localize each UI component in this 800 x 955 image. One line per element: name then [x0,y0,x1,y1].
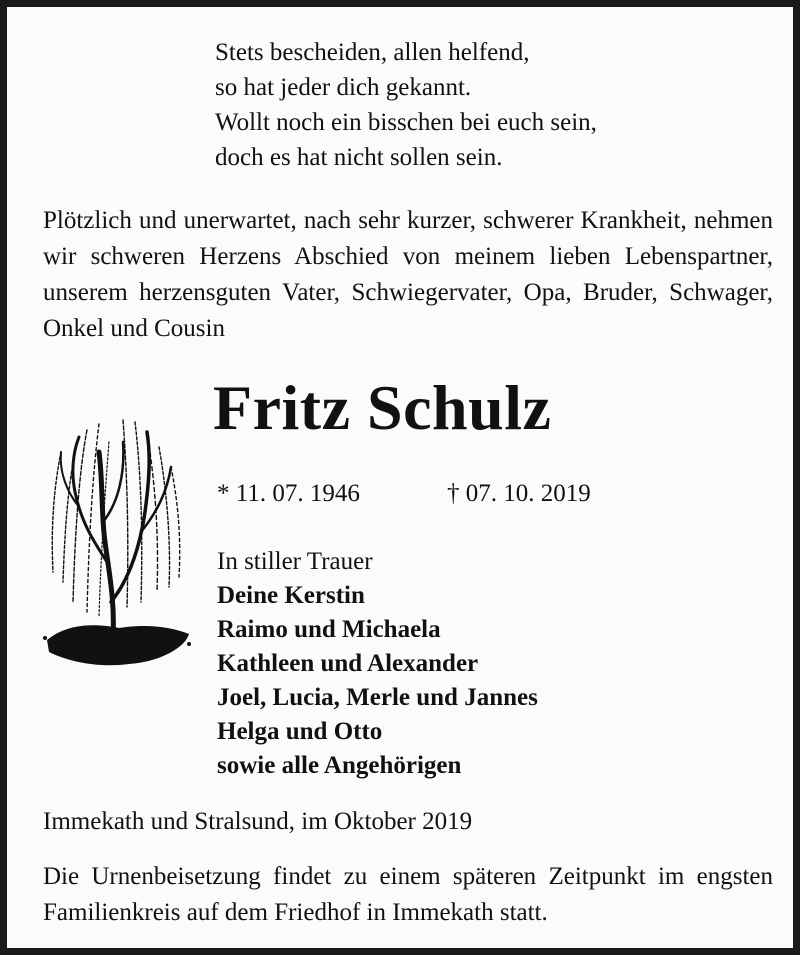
life-dates [217,477,591,511]
poem [215,35,597,175]
poem-line: Stets bescheiden, allen helfend, [215,39,530,66]
mourner: sowie alle Angehörigen [217,752,462,779]
mourner: Joel, Lucia, Merle und Jannes [217,684,538,711]
birth-date: * 11. 07. 1946 [217,480,360,507]
weeping-willow-icon [39,412,195,674]
poem-line: Wollt noch ein bisschen bei euch sein, [215,109,597,136]
mourners-block [217,545,538,783]
mourner: Kathleen und Alexander [217,650,479,677]
funeral-note: Die Urnenbeisetzung findet zu einem späteren Zeitpunkt im engsten Familienkreis auf dem Friedhof in Immekath statt. [43,863,773,926]
mourner: Raimo und Michaela [217,616,441,643]
mourning-lead: In stiller Trauer [217,548,373,575]
mourner: Deine Kerstin [217,582,365,609]
death-date: † 07. 10. 2019 [447,480,591,507]
deceased-name: Fritz Schulz [213,372,552,443]
poem-line: so hat jeder dich gekannt. [215,74,472,101]
poem-line: doch es hat nicht sollen sein. [215,144,503,171]
place-date: Immekath und Stralsund, im Oktober 2019 [43,808,473,835]
intro-text: Plötzlich und unerwartet, nach sehr kurzer, schwerer Krankheit, nehmen wir schweren Herzens Abschied von meinem lieben Lebenspartner, unserem herzensguten Vater, Schwiegervater, Opa, Bruder, Schwager, Onkel und Cousin [43,207,773,342]
mourner: Helga und Otto [217,718,383,745]
